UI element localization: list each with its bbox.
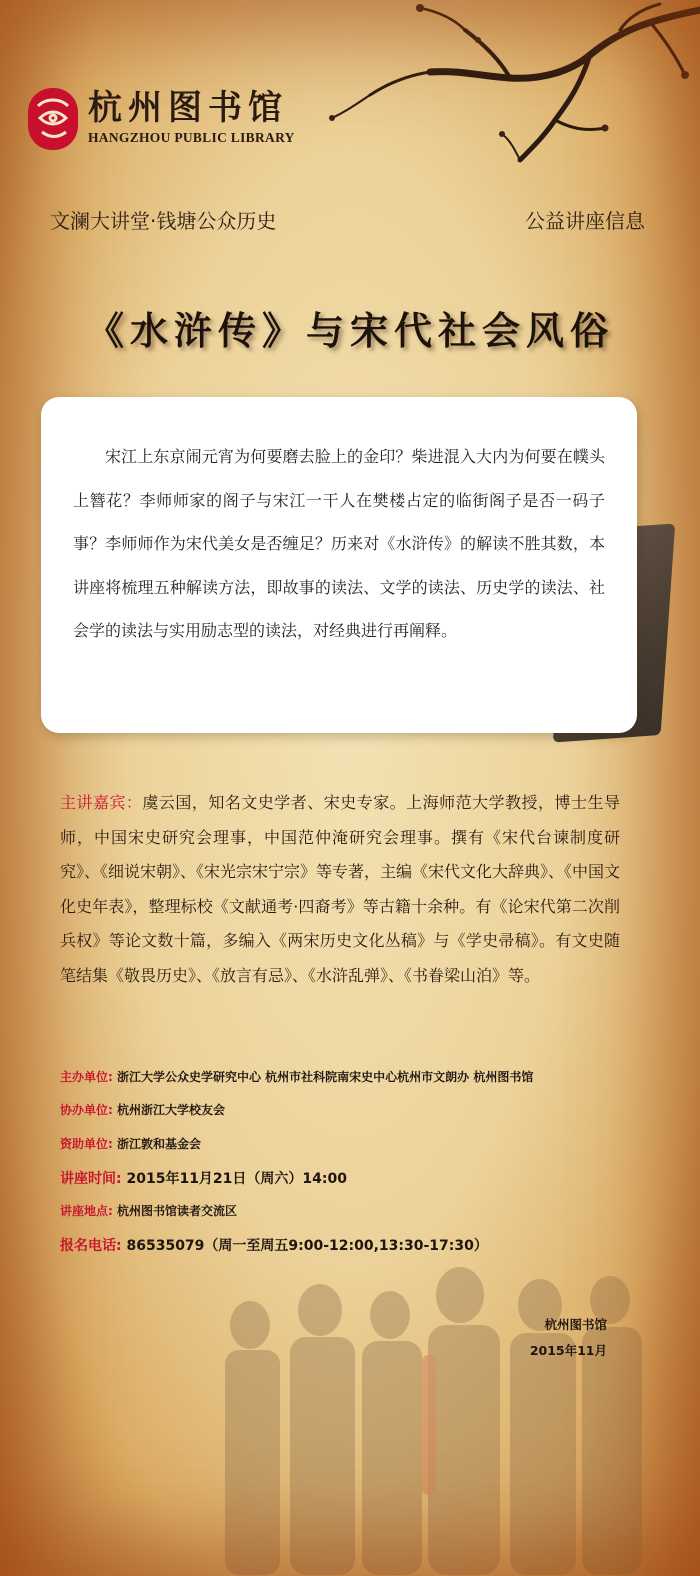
speaker-text: 虞云国，知名文史学者、宋史专家。上海师范大学教授，博士生导师，中国宋史研究会理事，中国范仲淹研究会理事。撰有《宋代台谏制度研究》、《细说宋朝》、《宋光宗宋宁宗》等专著，主编《宋代文化大辞典》、《中国文化史年表》，整理标校《文献通考·四裔考》等古籍十余种。有《论宋代第二次削兵权》等论文数十篇，多编入《两宋历史文化丛稿》与《学史帚稿》。有文史随笔结集《敬畏历史》、《放言有忌》、《水浒乱弹》、《书眷梁山泊》等。 [60, 793, 621, 985]
info-time [60, 1168, 660, 1201]
speaker-label: 主讲嘉宾： [60, 793, 143, 812]
event-info [60, 1068, 660, 1268]
water-margin-heroes-illustration [190, 1255, 660, 1575]
info-value: 浙江大学公众史学研究中心 杭州市社科院南宋史中心杭州市文朗办 杭州图书馆 [117, 1070, 534, 1084]
info-label: 主办单位: [60, 1070, 113, 1084]
info-place [60, 1202, 660, 1235]
library-name-cn: 杭州图书馆 [88, 88, 288, 128]
info-value: 杭州浙江大学校友会 [117, 1103, 226, 1118]
signature-block [530, 1312, 607, 1364]
lecture-title: 《水浒传》与宋代社会风俗 [85, 308, 614, 353]
plum-branch-decoration [270, 0, 700, 170]
signature-date: 2015年11月 [529, 1343, 607, 1358]
info-label: 讲座时间: [60, 1171, 122, 1188]
info-label: 报名电话: [60, 1237, 122, 1254]
info-sponsor [60, 1135, 660, 1168]
info-label: 资助单位: [60, 1136, 113, 1151]
library-logo [28, 88, 295, 150]
library-seal-icon [28, 88, 78, 150]
lecture-notice-label: 公益讲座信息 [525, 209, 645, 233]
info-value: 浙江敦和基金会 [117, 1136, 202, 1151]
library-name-en: HANGZHOU PUBLIC LIBRARY [88, 130, 295, 145]
info-organizer [60, 1068, 660, 1101]
signature-org: 杭州图书馆 [544, 1317, 607, 1332]
info-phone [60, 1235, 660, 1268]
intro-card [41, 397, 637, 733]
info-co-organizer [60, 1101, 660, 1134]
info-label: 协办单位: [60, 1103, 113, 1118]
info-value: 86535079（周一至周五9:00-12:00,13:30-17:30） [126, 1237, 488, 1254]
info-value: 2015年11月21日（周六）14:00 [126, 1171, 347, 1188]
info-value: 杭州图书馆读者交流区 [117, 1203, 238, 1218]
intro-text: 宋江上东京闹元宵为何要磨去脸上的金印？柴进混入大内为何要在幞头上簪花？李师师家的阁子与宋江一干人在樊楼占定的临街阁子是否一码子事？李师师作为宋代美女是否缠足？历来对《水浒传》的解读不胜其数，本讲座将梳理五种解读方法，即故事的读法、文学的读法、历史学的读法、社会学的读法与实用励志型的读法，对经典进行再阐释。 [73, 447, 605, 640]
lecture-series-name: 文澜大讲堂·钱塘公众历史 [50, 209, 277, 233]
speaker-bio [60, 786, 620, 993]
info-label: 讲座地点: [60, 1203, 113, 1218]
